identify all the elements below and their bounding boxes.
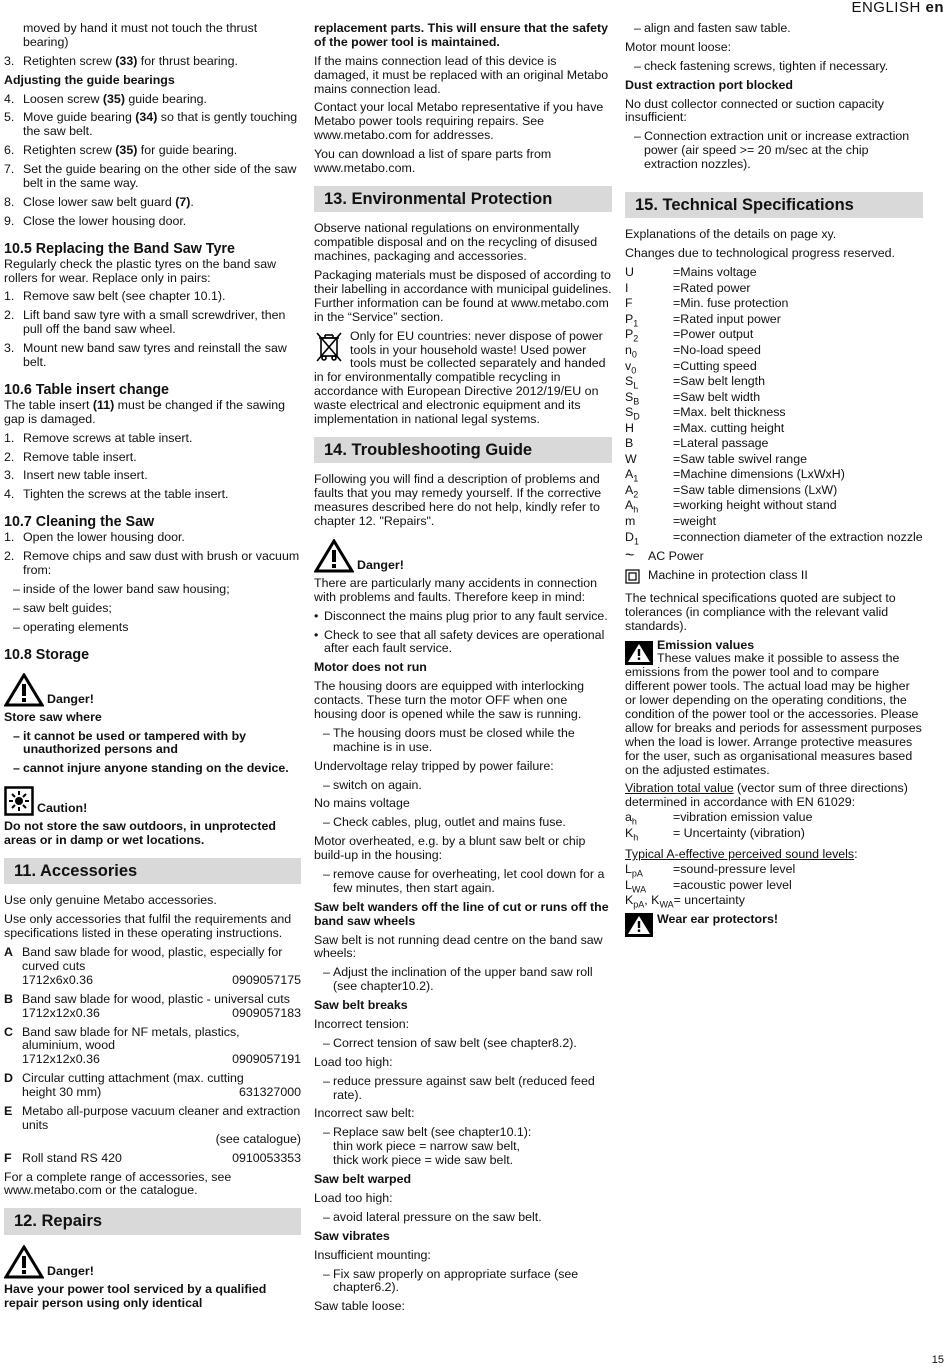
danger-notice: Danger! — [314, 539, 612, 573]
step-item: 2. Remove table insert. — [4, 449, 137, 464]
dash-item: – check fastening screws, tighten if necessary. — [634, 58, 889, 73]
symbol-row: $a_h$ =vibration emission value — [625, 810, 813, 827]
step-item: 5. Move guide bearing (34) so that is gently touching the saw belt. — [4, 110, 298, 139]
step-item: 3. Retighten screw (33) for thrust bearing. — [4, 53, 238, 68]
section-10-7-title: 10.7 Cleaning the Saw — [4, 514, 155, 531]
section-10-7-steps — [4, 531, 301, 578]
emission-block: Emission values These values make it possible to assess the emissions from the power tool and to compare different power tools. The actual load may be higher or lower depending on the operating conditions, the condition of the power tool or the accessories. Please allow for breaks and periods for assessment purposes when the load is lower. Arrange protective measures for the user, such as organisational measures based on the adjusted estimates. — [625, 637, 922, 777]
section-12-title: 12. Repairs — [4, 1208, 301, 1234]
step-item: 9. Close the lower housing door. — [4, 213, 187, 228]
caution-icon — [4, 786, 34, 816]
wander-title: Saw belt wanders off the line of cut or runs off the band saw wheels — [314, 899, 609, 928]
motor-title: Motor does not run — [314, 660, 427, 675]
column-2 — [314, 22, 612, 1319]
symbol-row: B =Lateral passage — [625, 436, 769, 451]
symbol-row: $L_{WA}$ =acoustic power level — [625, 877, 792, 895]
section-10-7-dashes — [4, 583, 301, 635]
weee-bin-icon — [314, 330, 344, 364]
language-label: ENGLISH — [851, 0, 921, 16]
symbol-row: $A_h$ =working height without stand — [625, 498, 837, 515]
overheat-p: Motor overheated, e.g. by a blunt saw belt or chip build-up in the housing: — [314, 834, 586, 863]
sound-heading: Typical A-effective perceived sound levels: — [625, 847, 858, 862]
section-10-5-steps — [4, 290, 301, 369]
accessory-item: C Band saw blade for NF metals, plastics, aluminium, wood 1712x12x0.36 0909057191 — [4, 1024, 301, 1067]
spec-p2: Changes due to technological progress reserved. — [625, 246, 896, 261]
symbol-row: $S_D$ =Max. belt thickness — [625, 405, 786, 422]
column-1 — [4, 22, 301, 1316]
repairs-p3: You can download a list of spare parts from www.metabo.com. — [314, 147, 552, 176]
caution-notice: Caution! — [4, 786, 301, 816]
section-10-6-steps — [4, 432, 301, 503]
symbol-row: $n_0$ =No-load speed — [625, 343, 761, 360]
accessory-item: D Circular cutting attachment (max. cutting height 30 mm) 631327000 — [4, 1071, 301, 1100]
dash-item: – Connection extraction unit or increase extraction power (air speed >= 20 m/sec at the chip extraction nozzles). — [634, 129, 910, 172]
step-item: 7. Set the guide bearing on the other side of the saw belt in the same way. — [4, 162, 297, 191]
mount-p: Motor mount loose: — [625, 39, 732, 54]
section-10-8-title: 10.8 Storage — [4, 646, 90, 663]
danger-notice: Danger! — [4, 1245, 301, 1279]
symbol-row: $K_h$ = Uncertainty (vibration) — [625, 825, 805, 843]
section-10-5-title: 10.5 Replacing the Band Saw Tyre — [4, 240, 235, 257]
breaks-title: Saw belt breaks — [314, 998, 408, 1013]
warning-icon — [625, 641, 653, 665]
step-item: 4. Loosen screw (35) guide bearing. — [4, 91, 207, 106]
accessories-p3: For a complete range of accessories, see www.metabo.com or the catalogue. — [4, 1169, 232, 1198]
dash-item: – align and fasten saw table. — [634, 21, 791, 35]
guide-bearings-heading: Adjusting the guide bearings — [4, 72, 175, 87]
symbol-legend — [625, 266, 923, 546]
dust-p: No dust collector connected or suction capacity insufficient: — [625, 96, 884, 125]
symbol-row: W =Saw table swivel range — [625, 451, 807, 466]
vibrates-p: Insufficient mounting: — [314, 1247, 431, 1262]
dash-item: – cannot injure anyone standing on the device. — [13, 761, 289, 776]
accessories-list — [4, 946, 301, 1165]
vibration-symbols — [625, 811, 923, 842]
spec-p1: Explanations of the details on page xy. — [625, 227, 837, 242]
tolerances-p: The technical specifications quoted are subject to tolerances (in compliance with the relevant valid standards). — [625, 590, 896, 633]
step-item: 2. Remove chips and saw dust with brush or vacuum from: — [4, 549, 300, 578]
symbol-row: $P_1$ =Rated input power — [625, 311, 781, 329]
dash-item: – The housing doors must be closed while the machine is in use. — [323, 725, 575, 754]
symbol-row: U =Mains voltage — [625, 265, 757, 280]
section-10-6-text: The table insert (11) must be changed if the sawing gap is damaged. — [4, 397, 286, 426]
env-p3: Only for EU countries: never dispose of power tools in your household waste! Used power tools must be collected separately and handed in for environmentally compatible recycling in accordance with European Directive 2012/19/EU on waste electrical and electronic equipment and its implementation in national legal systems. — [314, 328, 606, 426]
wander-p: Saw belt is not running dead centre on the band saw wheels: — [314, 932, 603, 961]
dash-item: – Fix saw properly on appropriate surface (see chapter6.2). — [323, 1266, 579, 1295]
env-p1: Observe national regulations on environmentally compatible disposal and on the recycling of disused machines, packaging and accessories. — [314, 221, 598, 264]
trouble-p2: There are particularly many accidents in connection with problems and faults. Therefore keep in mind: — [314, 575, 598, 604]
symbol-row: $S_B$ =Saw belt width — [625, 389, 761, 407]
symbol-row: $L_{pA}$ =sound-pressure level — [625, 862, 796, 879]
symbol-row: m =weight — [625, 514, 717, 529]
section-14-title: 14. Troubleshooting Guide — [314, 437, 612, 463]
dash-item: – inside of the lower band saw housing; — [13, 581, 230, 596]
step-item: 6. Retighten screw (35) for guide bearing. — [4, 143, 238, 158]
bullet-item: • Check to see that all safety devices are operational after each fault service. — [314, 627, 605, 656]
dash-item: – reduce pressure against saw belt (reduced feed rate). — [323, 1073, 595, 1102]
breaks-p1: Incorrect tension: — [314, 1017, 410, 1032]
repairs-text: Have your power tool serviced by a qualified repair person using only identical — [4, 1281, 267, 1310]
storage-dashes — [4, 730, 301, 777]
step-item: 1. Remove saw belt (see chapter 10.1). — [4, 289, 226, 304]
warped-title: Saw belt warped — [314, 1172, 412, 1187]
section-10-5-text: Regularly check the plastic tyres on the band saw rollers for wear. Replace only in pairs: — [4, 256, 277, 285]
dash-item: – Check cables, plug, outlet and mains fuse. — [323, 815, 566, 830]
ac-power-row: ~ AC Power — [625, 547, 704, 565]
page-number: 15 — [931, 1353, 944, 1366]
symbol-row: H =Max. cutting height — [625, 420, 785, 435]
vibration-heading: Vibration total value (vector sum of three directions) determined in accordance with EN 61029: — [625, 781, 908, 810]
vibrates-title: Saw vibrates — [314, 1228, 390, 1243]
step-item: 1. Open the lower housing door. — [4, 530, 185, 545]
symbol-row: $S_L$ =Saw belt length — [625, 374, 765, 391]
step-item: 4. Tighten the screws at the table insert. — [4, 487, 229, 502]
step-item: 2. Lift band saw tyre with a small screwdriver, then pull off the band saw wheel. — [4, 308, 286, 337]
dash-item: – remove cause for overheating, let cool down for a few minutes, then start again. — [323, 867, 605, 895]
symbol-row: I =Rated power — [625, 280, 751, 295]
section-15-title: 15. Technical Specifications — [625, 192, 923, 218]
accessory-item: F Roll stand RS 420 0910053353 — [4, 1150, 301, 1165]
symbol-row: $A_1$ =Machine dimensions (LxWxH) — [625, 467, 845, 484]
trouble-bullets — [314, 610, 612, 657]
bullet-item: • Disconnect the mains plug prior to any fault service. — [314, 608, 608, 623]
guide-steps-list — [4, 93, 301, 229]
no-mains-p: No mains voltage — [314, 796, 410, 811]
accessory-item: A Band saw blade for wood, plastic, especially for curved cuts 1712x6x0.36 0909057175 — [4, 945, 301, 987]
repairs-p2: Contact your local Metabo representative if you have Metabo power tools requiring repairs. See www.metabo.com for addresses. — [314, 100, 604, 143]
step-item: 3. Insert new table insert. — [4, 468, 148, 483]
repairs-p1: If the mains connection lead of this device is damaged, it must be replaced with an original Metabo mains connection lead. — [314, 53, 609, 96]
dash-item: – avoid lateral pressure on the saw belt. — [323, 1209, 542, 1224]
ac-icon: ~ — [625, 547, 635, 565]
accessory-item: E Metabo all-purpose vacuum cleaner and extraction units (see catalogue) — [4, 1104, 301, 1146]
section-10-6-title: 10.6 Table insert change — [4, 381, 170, 398]
section-13-title: 13. Environmental Protection — [314, 186, 612, 212]
accessories-p2: Use only accessories that fulfil the requirements and specifications listed in these operating instructions. — [4, 912, 292, 941]
dash-item: – saw belt guides; — [13, 600, 112, 615]
step-item: 1. Remove screws at table insert. — [4, 430, 193, 445]
dash-item: – Adjust the inclination of the upper band saw roll (see chapter10.2). — [323, 965, 593, 994]
step-item: 8. Close lower saw belt guard (7). — [4, 194, 194, 209]
danger-icon — [4, 673, 44, 707]
section-11-title: 11. Accessories — [4, 858, 301, 884]
ear-protection-notice: Wear ear protectors! — [625, 913, 923, 937]
dash-item: – it cannot be used or tampered with by unauthorized persons and — [13, 728, 247, 757]
symbol-row: $A_2$ =Saw table dimensions (LxW) — [625, 482, 838, 500]
page-language-header — [851, 0, 944, 17]
dash-item: – Replace saw belt (see chapter10.1): thin work piece = narrow saw belt, thick work piece = wide saw belt. — [323, 1125, 532, 1168]
sound-symbols — [625, 863, 923, 894]
warning-icon — [625, 913, 653, 937]
danger-notice: Danger! — [4, 673, 301, 707]
store-where: Store saw where — [4, 709, 102, 724]
trouble-p1: Following you will find a description of problems and faults that you may remedy yourself. If the corrective measures described here do not help, kindly refer to chapter 12. "Repairs". — [314, 472, 602, 528]
motor-p: The housing doors are equipped with interlocking contacts. These turn the motor OFF when one housing door is opened while the saw is running. — [314, 679, 585, 721]
language-code: en — [925, 0, 944, 16]
warped-p: Load too high: — [314, 1190, 393, 1205]
accessory-item: B Band saw blade for wood, plastic - universal cuts 1712x12x0.36 0909057183 — [4, 991, 301, 1020]
breaks-p2: Load too high: — [314, 1054, 393, 1069]
symbol-row: $D_1$ =connection diameter of the extraction nozzle — [625, 529, 923, 547]
table-loose-p: Saw table loose: — [314, 1299, 405, 1314]
caution-text: Do not store the saw outdoors, in unprotected areas or in damp or wet locations. — [4, 819, 276, 848]
repairs-continuation: replacement parts. This will ensure that the safety of the power tool is maintained. — [314, 21, 609, 49]
dash-item: – Correct tension of saw belt (see chapter8.2). — [323, 1035, 577, 1050]
dash-item: – operating elements — [13, 619, 129, 634]
accessories-p1: Use only genuine Metabo accessories. — [4, 893, 217, 908]
column-3 — [625, 22, 923, 937]
danger-icon — [4, 1245, 44, 1279]
dash-item: – switch on again. — [323, 777, 422, 792]
danger-icon — [314, 539, 354, 573]
symbol-row: $P_2$ =Power output — [625, 327, 754, 344]
breaks-p3: Incorrect saw belt: — [314, 1106, 415, 1121]
undervoltage-p: Undervoltage relay tripped by power failure: — [314, 758, 554, 773]
protection-class-2-icon — [625, 569, 640, 584]
symbol-row: $v_0$ =Cutting speed — [625, 358, 757, 376]
step-item: 3. Mount new band saw tyres and reinstall the saw belt. — [4, 341, 287, 370]
env-p2: Packaging materials must be disposed of according to their labelling in accordance with municipal guidelines. Further information can be found at www.metabo.com in the “Service” section. — [314, 268, 612, 324]
intro-continuation: moved by hand it must not touch the thrust bearing) — [23, 21, 258, 49]
class2-row: Machine in protection class II — [625, 569, 923, 588]
dust-title: Dust extraction port blocked — [625, 77, 793, 92]
uncertainty-row: $K_{pA}$, $K_{WA}=$ uncertainty — [625, 893, 745, 910]
symbol-row: F =Min. fuse protection — [625, 296, 789, 311]
